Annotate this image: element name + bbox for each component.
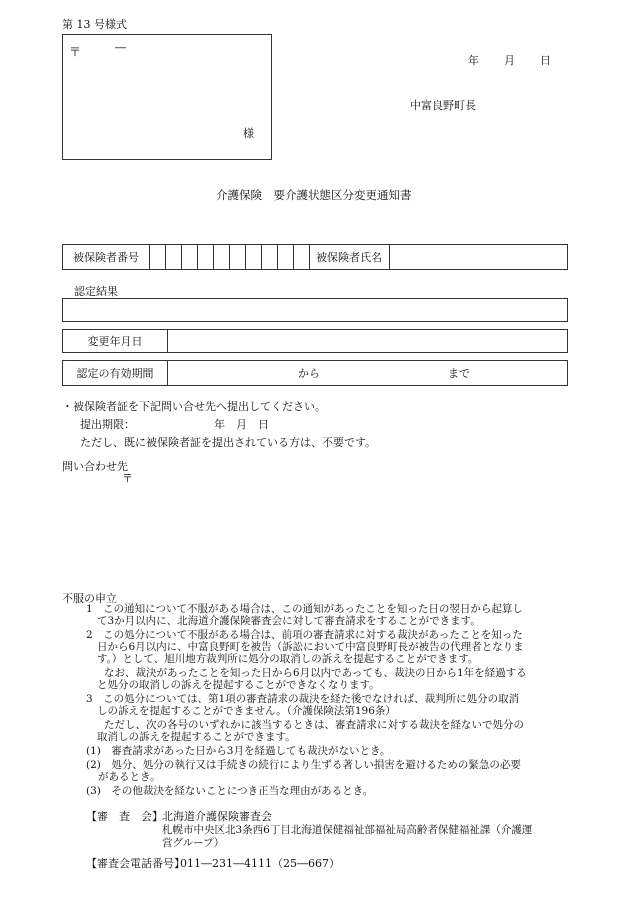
date-month: 月 — [504, 54, 515, 67]
review-board-label: 【審 査 会】 — [86, 810, 163, 823]
change-date-row — [62, 329, 568, 353]
deadline-year: 年 — [214, 418, 225, 431]
review-board-phone-label: 【審査会電話番号】 — [86, 857, 185, 870]
deadline-day: 日 — [258, 418, 269, 431]
appeal-line: があるとき。 — [98, 771, 161, 783]
validity-row — [62, 360, 568, 386]
notice-line-1: ・被保険者証を下記問い合せ先へ提出してください。 — [62, 400, 326, 413]
postal-mark-icon: 〒 — [69, 45, 82, 59]
insured-info-row — [62, 244, 568, 270]
address-box — [62, 34, 272, 160]
deadline-month: 月 — [236, 418, 247, 431]
review-board-name: 北海道介護保険審査会 — [162, 810, 272, 823]
notice-line-3: ただし、既に被保険者証を提出されている方は、不要です。 — [80, 436, 377, 449]
date-day: 日 — [540, 54, 551, 67]
appeal-line: (3) その他裁決を経ないことにつき正当な理由があるとき。 — [86, 785, 374, 797]
appeal-line: と処分の取消しの訴えを提起することができなくなります。 — [97, 679, 380, 691]
inquiry-label: 問い合わせ先 — [62, 460, 128, 473]
insured-name-label: 被保険者氏名 — [316, 251, 382, 264]
inquiry-postal-mark-icon: 〒 — [122, 472, 133, 485]
date-year: 年 — [468, 54, 479, 67]
appeal-line: (2) 処分、処分の執行又は手続きの続行により生ずる著しい損害を避けるための緊急の必要 — [86, 759, 521, 771]
appeal-line: しの訴えを提起することができません。（介護保険法第196条） — [97, 705, 396, 717]
review-board-address-1: 札幌市中央区北3条西6丁目北海道保健福祉部福祉局高齢者保健福祉課（介護運 — [162, 824, 533, 836]
validity-label: 認定の有効期間 — [76, 367, 154, 380]
review-board-phone: 011―231―4111（25―667） — [180, 857, 340, 870]
honorific: 様 — [243, 127, 254, 140]
appeal-line: 2 この処分について不服がある場合は、前項の審査請求に対する裁決があったことを知った — [86, 629, 523, 641]
deadline-label: 提出期限： — [80, 418, 135, 431]
postal-dash: ― — [115, 41, 126, 54]
change-date-label: 変更年月日 — [87, 335, 143, 348]
appeal-line: 1 この通知について不服がある場合は、この通知があったことを知った日の翌日から起算し — [86, 603, 523, 615]
appeal-line: 日から6月以内に、中富良野町を被告（訴訟において中富良野町長が被告の代理者となりま — [97, 641, 524, 653]
page-title: 介護保険 要介護状態区分変更通知書 — [216, 188, 412, 202]
change-date-field[interactable] — [168, 330, 567, 352]
insured-number-field[interactable] — [150, 245, 308, 269]
appeal-line: (1) 審査請求があった日から3月を経過しても裁決がないとき。 — [86, 745, 391, 757]
appeal-line: ただし、次の各号のいずれかに該当するときは、審査請求に対する裁決を経ないで処分の — [104, 719, 524, 731]
sender: 中富良野町長 — [410, 99, 476, 112]
appeal-line: す。）として、旭川地方裁判所に処分の取消しの訴えを提起することができます。 — [97, 653, 479, 665]
appeal-line: なお、裁決があったことを知った日から6月以内であっても、裁決の日から1年を経過する — [104, 667, 527, 679]
appeal-line: 3 この処分については、第1項の審査請求の裁決を経た後でなければ、裁判所に処分の取消 — [86, 693, 520, 705]
certification-result-field[interactable] — [62, 298, 568, 322]
appeal-line: て3か月以内に、北海道介護保険審査会に対して審査請求をすることができます。 — [97, 615, 481, 627]
validity-from: から — [298, 367, 320, 380]
certification-result-label: 認定結果 — [74, 285, 118, 298]
form-number: 第 13 号様式 — [62, 18, 127, 31]
validity-to: まで — [448, 367, 470, 380]
insured-number-label: 被保険者番号 — [73, 251, 139, 264]
appeal-heading: 不服の申立 — [62, 592, 117, 605]
review-board-address-2: 営グループ） — [162, 837, 225, 849]
insured-name-field[interactable] — [390, 245, 567, 269]
appeal-line: 取消しの訴えを提起することができます。 — [97, 731, 296, 743]
